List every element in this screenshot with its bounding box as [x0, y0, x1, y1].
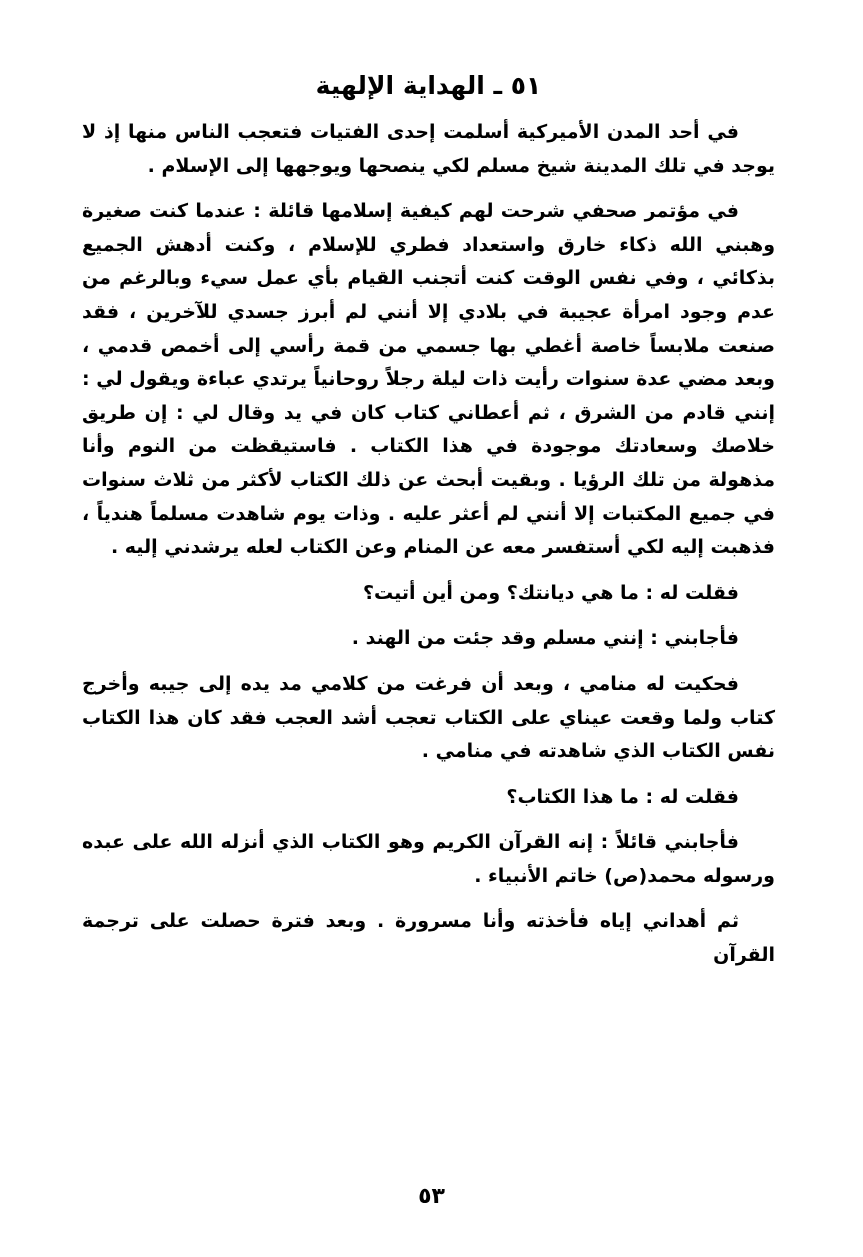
paragraph-question-1: فقلت له : ما هي ديانتك؟ ومن أين أتيت؟: [362, 581, 739, 604]
paragraph-answer-2: فأجابني قائلاً : إنه القرآن الكريم وهو الكتاب الذي أنزله الله على عبده ورسوله محمد(ص) خاتم الأنبياء .: [82, 831, 775, 887]
paragraph-dream-told: فحكيت له منامي ، وبعد أن فرغت من كلامي مد يده إلى جيبه وأخرج كتاب ولما وقعت عيناي على الكتاب تعجب أشد العجب فقد كان هذا الكتاب نفس الكتاب الذي شاهدته في منامي .: [82, 672, 775, 763]
page-number: ٥٣: [418, 1184, 445, 1209]
paragraph-intro: في أحد المدن الأميركية أسلمت إحدى الفتيات فتعجب الناس منها إذ لا يوجد في تلك المدينة شيخ مسلم لكي ينصحها ويوجهها إلى الإسلام .: [82, 121, 775, 177]
paragraph-answer-1: فأجابني : إنني مسلم وقد جئت من الهند .: [351, 627, 739, 650]
chapter-title: ٥١ ـ الهداية الإلهية: [315, 71, 542, 100]
paragraph-story: في مؤتمر صحفي شرحت لهم كيفية إسلامها قائلة : عندما كنت صغيرة وهبني الله ذكاء خارق واستعداد فطري للإسلام ، وكنت أدهش الجميع بذكائي ، وفي نفس الوقت كنت أتجنب القيام بأي عمل سيء وبالرغم من عدم وجود امرأة عجيبة في بلادي إلا أنني لم أبرز جسدي للآخرين ، فقد صنعت ملابساً خاصة أغطي بها جسمي من قمة رأسي إلى أخمص قدمي ، وبعد مضي عدة سنوات رأيت ذات ليلة رجلاً روحانياً يرتدي عباءة ويقول لي : إنني قادم من الشرق ، ثم أعطاني كتاب كان في يد وقال لي : إن طريق خلاصك وسعادتك موجودة في هذا الكتاب . فاستيقظت من النوم وأنا مذهولة من تلك الرؤيا . وبقيت أبحث عن ذلك الكتاب لأكثر من ثلاث سنوات في جميع المكتبات إلا أنني لم أعثر عليه . وذات يوم شاهدت مسلماً هندياً ، فذهبت إليه لكي أستفسر معه عن المنام وعن الكتاب لعله يرشدني إليه .: [82, 200, 775, 559]
paragraph-question-2: فقلت له : ما هذا الكتاب؟: [506, 785, 739, 808]
paragraph-closing: ثم أهداني إياه فأخذته وأنا مسرورة . وبعد فترة حصلت على ترجمة القرآن: [82, 910, 775, 967]
